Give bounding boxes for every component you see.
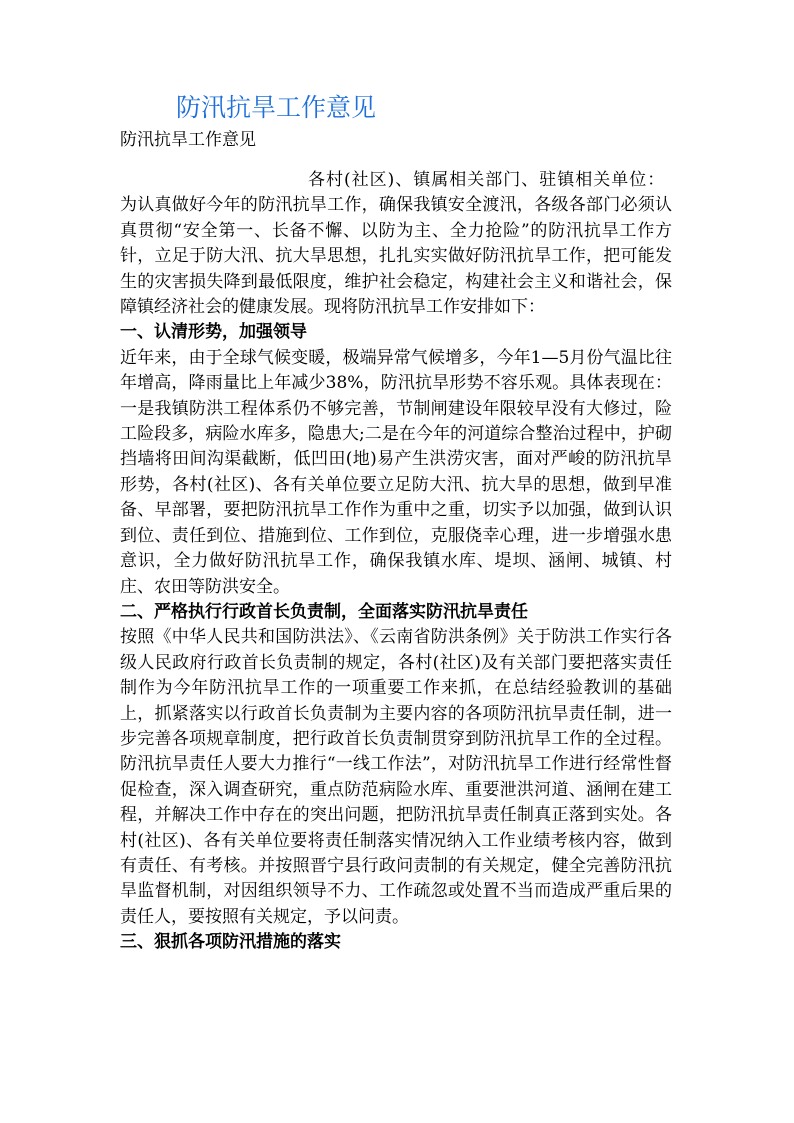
section-1-heading: 一、认清形势，加强领导 xyxy=(120,322,307,343)
section-1-body: 近年来，由于全球气候变暖，极端异常气候增多，今年1—5月份气温比往年增高，降雨量比上年减少38%，防汛抗旱形势不容乐观。具体表现在：一是我镇防洪工程体系仍不够完善，节制闸建设年限较早没有大修过，险工险段多，病险水库多，隐患大;二是在今年的河道综合整治过程中，护砌挡墙将田间沟渠截断，低凹田(地)易产生洪涝灾害，面对严峻的防汛抗旱形势，各村(社区)、各有关单位要立足防大汛、抗大旱的思想，做到早准备、早部署，要把防汛抗旱工作作为重中之重，切实予以加强，做到认识到位、责任到位、措施到位、工作到位，克服侥幸心理，进一步增强水患意识，全力做好防汛抗旱工作，确保我镇水库、堤坝、涵闸、城镇、村庄、农田等防洪安全。 xyxy=(120,347,672,597)
salutation: 各村(社区)、镇属相关部门、驻镇相关单位： xyxy=(308,170,666,190)
document-page xyxy=(120,90,672,956)
section-2-body: 按照《中华人民共和国防洪法》、《云南省防洪条例》关于防洪工作实行各级人民政府行政首长负责制的规定，各村(社区)及有关部门要把落实责任制作为今年防汛抗旱工作的一项重要工作来抓，在总结经验教训的基础上，抓紧落实以行政首长负责制为主要内容的各项防汛抗旱责任制，进一步完善各项规章制度，把行政首长负责制贯穿到防汛抗旱工作的全过程。防汛抗旱责任人要大力推行“一线工作法”，对防汛抗旱工作进行经常性督促检查，深入调查研究，重点防范病险水库、重要泄洪河道、涵闸在建工程，并解决工作中存在的突出问题，把防汛抗旱责任制真正落到实处。各村(社区)、各有关单位要将责任制落实情况纳入工作业绩考核内容，做到有责任、有考核。并按照晋宁县行政问责制的有关规定，健全完善防汛抗旱监督机制，对因组织领导不力、工作疏忽或处置不当而造成严重后果的责任人，要按照有关规定，予以问责。 xyxy=(120,627,672,927)
section-2-heading: 二、严格执行行政首长负责制，全面落实防汛抗旱责任 xyxy=(120,601,528,622)
document-title: 防汛抗旱工作意见 xyxy=(176,93,377,122)
document-subtitle: 防汛抗旱工作意见 xyxy=(120,130,256,150)
intro-paragraph: 为认真做好今年的防汛抗旱工作，确保我镇安全渡汛，各级各部门必须认真贯彻“安全第一、长备不懈、以防为主、全力抢险”的防汛抗旱工作方针，立足于防大汛、抗大旱思想，扎扎实实做好防汛抗旱工作，把可能发生的灾害损失降到最低限度，维护社会稳定，构建社会主义和谐社会，保障镇经济社会的健康发展。现将防汛抗旱工作安排如下： xyxy=(120,195,672,318)
section-3-heading: 三、狠抓各项防汛措施的落实 xyxy=(120,932,341,953)
